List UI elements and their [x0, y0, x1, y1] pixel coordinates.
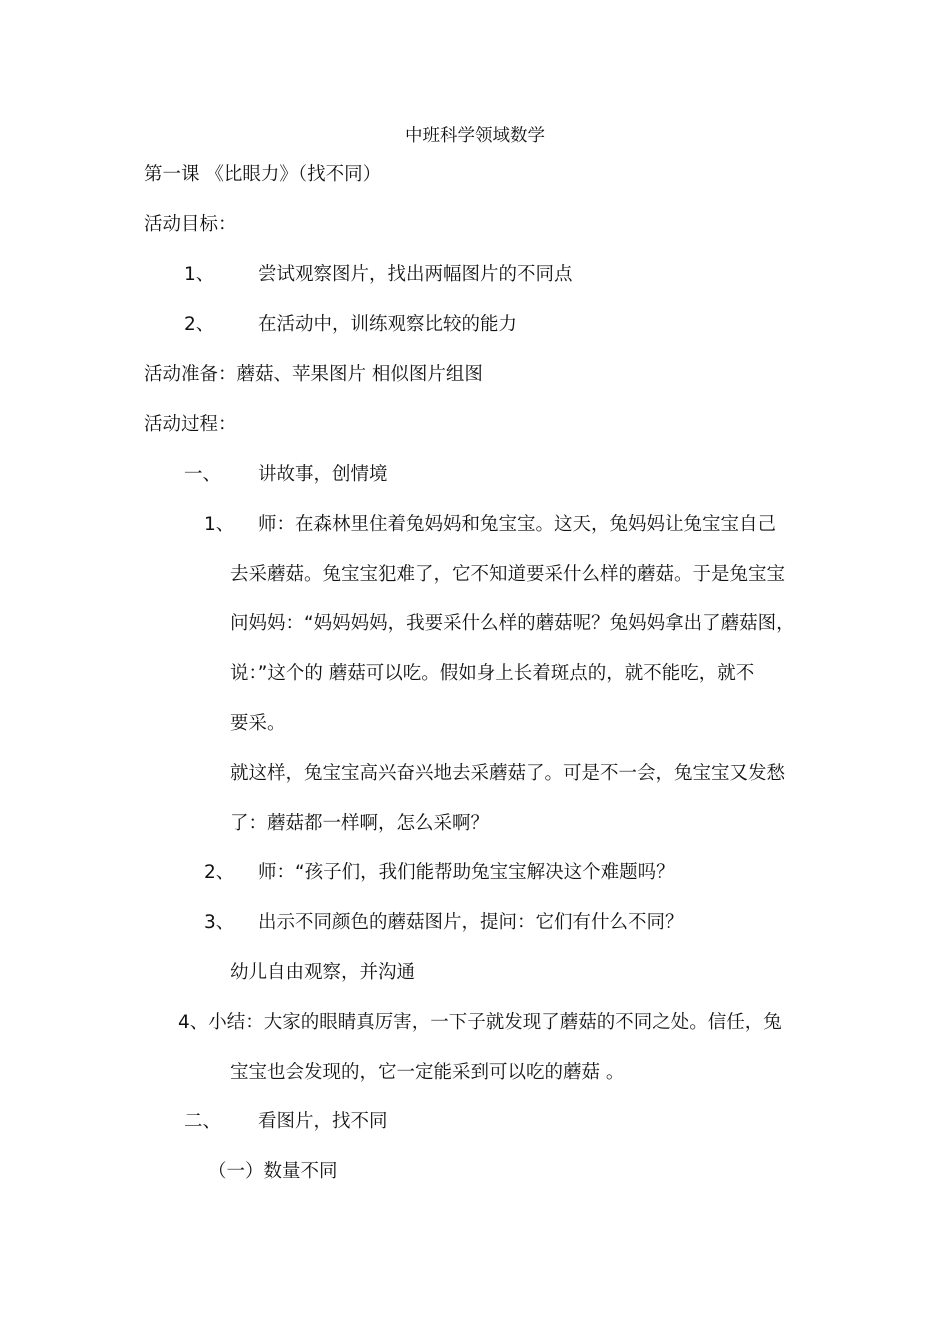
preparation-line: 活动准备：蘑菇、苹果图片 相似图片组图: [144, 364, 483, 385]
goal-number: 2、: [184, 314, 215, 335]
step-note: 幼儿自由观察，并沟通: [230, 962, 416, 983]
story-line: 说：”这个的 蘑菇可以吃。假如身上长着斑点的，就不能吃，就不: [230, 663, 755, 684]
section-title: 讲故事，创情境: [258, 464, 388, 485]
step-number: 1、: [204, 514, 235, 535]
goal-text: 尝试观察图片，找出两幅图片的不同点: [258, 264, 573, 285]
story-line: 问妈妈：“妈妈妈妈，我要采什么样的蘑菇呢？兔妈妈拿出了蘑菇图，: [230, 613, 795, 634]
goals-heading: 活动目标：: [144, 214, 237, 235]
document-title: 中班科学领域数学: [405, 126, 545, 146]
summary-line: 宝宝也会发现的，它一定能采到可以吃的蘑菇 。: [230, 1062, 625, 1083]
section-number: 二、: [184, 1111, 222, 1132]
section-number: 一、: [184, 464, 222, 485]
goal-number: 1、: [184, 264, 215, 285]
process-heading: 活动过程：: [144, 414, 237, 435]
step-text: 出示不同颜色的蘑菇图片，提问：它们有什么不同？: [258, 912, 684, 933]
lesson-heading: 第一课 《比眼力》（找不同）: [144, 164, 382, 185]
subsection-title: （一）数量不同: [208, 1161, 338, 1182]
step-number: 2、: [204, 862, 235, 883]
story-line: 要采。: [230, 713, 286, 734]
step-number: 3、: [204, 912, 235, 933]
section-title: 看图片，找不同: [258, 1111, 388, 1132]
goal-text: 在活动中，训练观察比较的能力: [258, 314, 518, 335]
summary-line: 4、小结：大家的眼睛真厉害，一下子就发现了蘑菇的不同之处。信任，兔: [178, 1012, 782, 1033]
story-line: 去采蘑菇。兔宝宝犯难了，它不知道要采什么样的蘑菇。于是兔宝宝: [230, 564, 786, 585]
story-line: 了：蘑菇都一样啊，怎么采啊？: [230, 813, 490, 834]
step-text: 师：“孩子们，我们能帮助兔宝宝解决这个难题吗？: [258, 862, 675, 883]
story-line: 就这样，兔宝宝高兴奋兴地去采蘑菇了。可是不一会，兔宝宝又发愁: [230, 763, 786, 784]
story-line: 师：在森林里住着兔妈妈和兔宝宝。这天，兔妈妈让兔宝宝自己: [258, 514, 777, 535]
